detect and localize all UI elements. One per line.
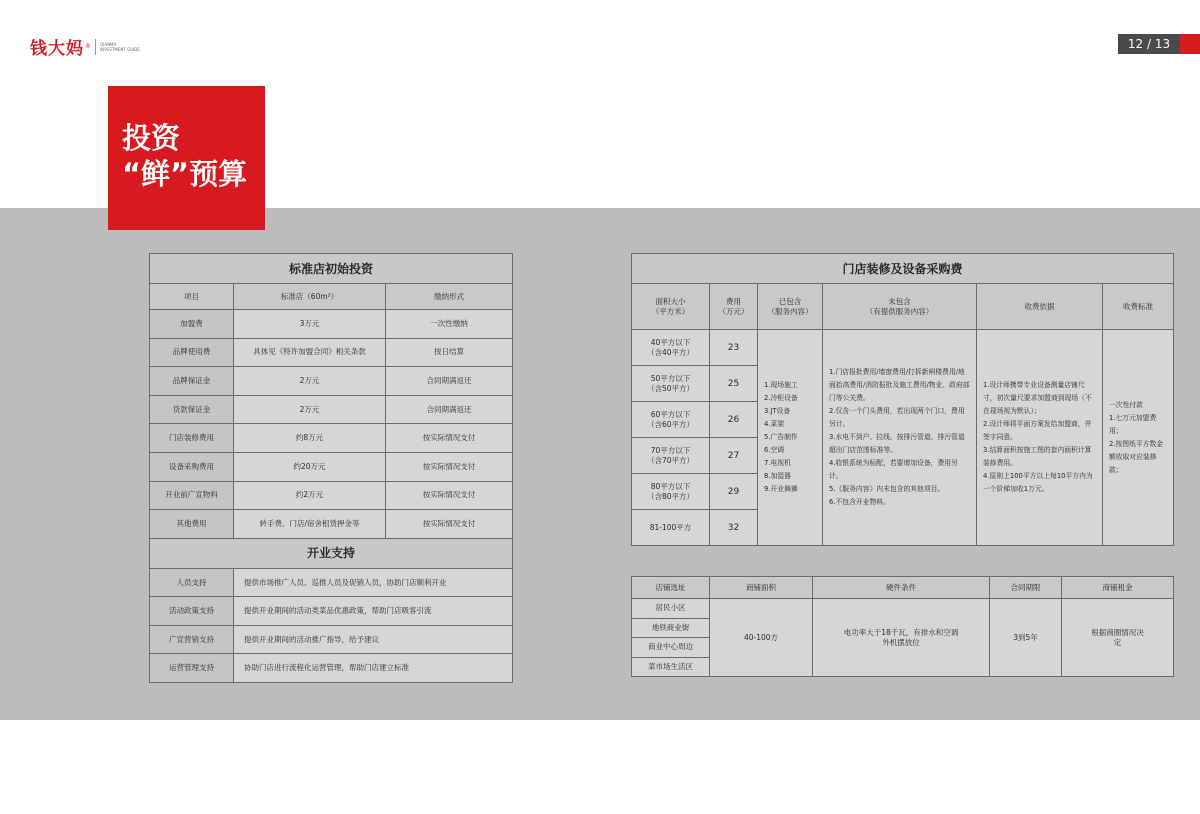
table-caption: 标准店初始投资: [150, 254, 513, 284]
cost-cell: 27: [710, 438, 758, 474]
item-cell: 活动政策支持: [150, 597, 234, 626]
logo-text: 钱大妈: [30, 39, 84, 59]
item-cell: 货款保证金: [150, 395, 234, 424]
decoration-cost-table: [631, 253, 1174, 546]
payment-cell: 按实际情况支付: [386, 510, 513, 539]
payment-cell: 合同期满返还: [386, 395, 513, 424]
cost-cell: 29: [710, 474, 758, 510]
payment-cell: 按实际情况支付: [386, 424, 513, 453]
term-cell: 3到5年: [990, 599, 1062, 677]
header-row: [150, 284, 513, 310]
item-cell: 门店装修费用: [150, 424, 234, 453]
column-header: 合同期限: [990, 577, 1062, 599]
table-row: [150, 338, 513, 367]
area-cell: 70平方以下 （含70平方）: [632, 438, 710, 474]
column-header: 商铺面积: [710, 577, 813, 599]
value-cell: 约20万元: [234, 452, 386, 481]
table-row: [150, 625, 513, 654]
location-cell: 地铁商业街: [632, 618, 710, 638]
area-cell: 40平方以下 （含40平方）: [632, 330, 710, 366]
item-cell: 运营管理支持: [150, 654, 234, 683]
value-cell: 转手费、门店/宿舍租赁押金等: [234, 510, 386, 539]
basis-cell: 1.设计师携带专业设备测量店铺尺寸，初次量尺要求加盟商到现场（不在现场视为默认）； 2.设计师将平面方案发给加盟商，并签字同意。 3.结算面积按施工图的套内面积计算装修费用。 4.原则上100平方以上每10平方内为一个阶梯加收1万元。: [977, 330, 1103, 546]
table-caption: 开业支持: [150, 538, 513, 568]
table-row: [632, 599, 1174, 619]
cost-cell: 25: [710, 366, 758, 402]
header-row: [632, 577, 1174, 599]
table-row: [150, 395, 513, 424]
item-cell: 加盟费: [150, 310, 234, 339]
description-cell: 协助门店进行流程化运营管理，帮助门店建立标准: [234, 654, 513, 683]
value-cell: 2万元: [234, 367, 386, 396]
brand-logo[interactable]: [30, 34, 140, 59]
column-header: 面积大小 （平方米）: [632, 284, 710, 330]
logo-divider: [95, 39, 96, 55]
value-cell: 3万元: [234, 310, 386, 339]
caption-row: [632, 254, 1174, 284]
rent-cell: 根据商圈情况决定: [1062, 599, 1174, 677]
column-header: 店铺选址: [632, 577, 710, 599]
description-cell: 提供开业期间的活动推广指导，给予建议: [234, 625, 513, 654]
site-selection-table: [631, 576, 1174, 677]
payment-cell: 按实际情况支付: [386, 452, 513, 481]
title-line-1: 投资: [122, 121, 181, 155]
hardware-cell: 电功率大于18千瓦，有排水和空调外机摆放位: [813, 599, 990, 677]
column-header: 硬件条件: [813, 577, 990, 599]
item-cell: 开业前广宣物料: [150, 481, 234, 510]
payment-cell: 合同期满返还: [386, 367, 513, 396]
column-header: 标准店（60m²）: [234, 284, 386, 310]
column-header: 未包含 （有提供服务内容）: [823, 284, 977, 330]
area-cell: 60平方以下 （含60平方）: [632, 402, 710, 438]
item-cell: 人员支持: [150, 568, 234, 597]
item-cell: 品牌保证金: [150, 367, 234, 396]
value-cell: 2万元: [234, 395, 386, 424]
table-row: [150, 452, 513, 481]
column-header: 商铺租金: [1062, 577, 1174, 599]
column-header: 费用 （万元）: [710, 284, 758, 330]
header-row: [632, 284, 1174, 330]
payment-cell: 按实际情况支付: [386, 481, 513, 510]
column-header: 缴纳形式: [386, 284, 513, 310]
logo-subtitle: QIANMA INVESTMENT GUIDE: [100, 41, 140, 52]
standard-cell: 一次性付款 1.七万元加盟费用； 2.按图纸平方数金额收取对应装修款；: [1103, 330, 1174, 546]
excluded-cell: 1.门店报批费用/墙窗费用/打拆新闸楼费用/地面抬高费用/消防报批及施工费用/物业、政府部门等公关费。 2.仅含一个门头费用，若出现两个门口，费用另计。 3.水电不到户、拉线、按排污管道、排污管道超出门店范围标准等。 4.收银系统为标配，若要增加设备，费用另计。 5.《服务内容》内未包含的其他项目。 6.不包含开业物料。: [823, 330, 977, 546]
cost-cell: 23: [710, 330, 758, 366]
column-header: 已包含 （服务内容）: [758, 284, 823, 330]
page-number: 12 / 13: [1118, 34, 1180, 54]
caption-row: [150, 254, 513, 284]
table-row: [150, 310, 513, 339]
item-cell: 其他费用: [150, 510, 234, 539]
value-cell: 约8万元: [234, 424, 386, 453]
value-cell: 具体见《特许加盟合同》相关条款: [234, 338, 386, 367]
table-row: [150, 654, 513, 683]
table-row: [150, 481, 513, 510]
caption-row: [150, 538, 513, 568]
value-cell: 约2万元: [234, 481, 386, 510]
registered-mark: ®: [85, 43, 91, 50]
area-cell: 80平方以下 （含80平方）: [632, 474, 710, 510]
cost-cell: 26: [710, 402, 758, 438]
area-cell: 40-100方: [710, 599, 813, 677]
payment-cell: 按日结算: [386, 338, 513, 367]
item-cell: 设备采购费用: [150, 452, 234, 481]
table-row: [150, 568, 513, 597]
table-row: [150, 510, 513, 539]
title-line-2: “鲜”预算: [122, 157, 248, 191]
cost-cell: 32: [710, 510, 758, 546]
included-cell: 1.现场施工 2.冷柜设备 3.JT设备 4.菜架 5.广告制作 6.空调 7.电视机 8.加湿器 9.开业舞狮: [758, 330, 823, 546]
table-row: [632, 330, 1174, 366]
initial-investment-table: [149, 253, 513, 683]
column-header: 项目: [150, 284, 234, 310]
description-cell: 提供开业期间的活动类菜品优惠政策，帮助门店吸客引流: [234, 597, 513, 626]
item-cell: 品牌使用费: [150, 338, 234, 367]
payment-cell: 一次性缴纳: [386, 310, 513, 339]
location-cell: 菜市场生活区: [632, 657, 710, 677]
area-cell: 81-100平方: [632, 510, 710, 546]
column-header: 收费标准: [1103, 284, 1174, 330]
item-cell: 广宣营销支持: [150, 625, 234, 654]
location-cell: 居民小区: [632, 599, 710, 619]
description-cell: 提供市场推广人员、巡推人员及促销人员，协助门店顺利开业: [234, 568, 513, 597]
table-row: [150, 597, 513, 626]
table-row: [150, 424, 513, 453]
page-indicator-accent: [1180, 34, 1200, 54]
table-caption: 门店装修及设备采购费: [632, 254, 1174, 284]
section-title-block: [108, 86, 265, 230]
table-row: [150, 367, 513, 396]
column-header: 收费依据: [977, 284, 1103, 330]
page-indicator: [1118, 34, 1200, 54]
area-cell: 50平方以下 （含50平方）: [632, 366, 710, 402]
location-cell: 商业中心周边: [632, 638, 710, 658]
